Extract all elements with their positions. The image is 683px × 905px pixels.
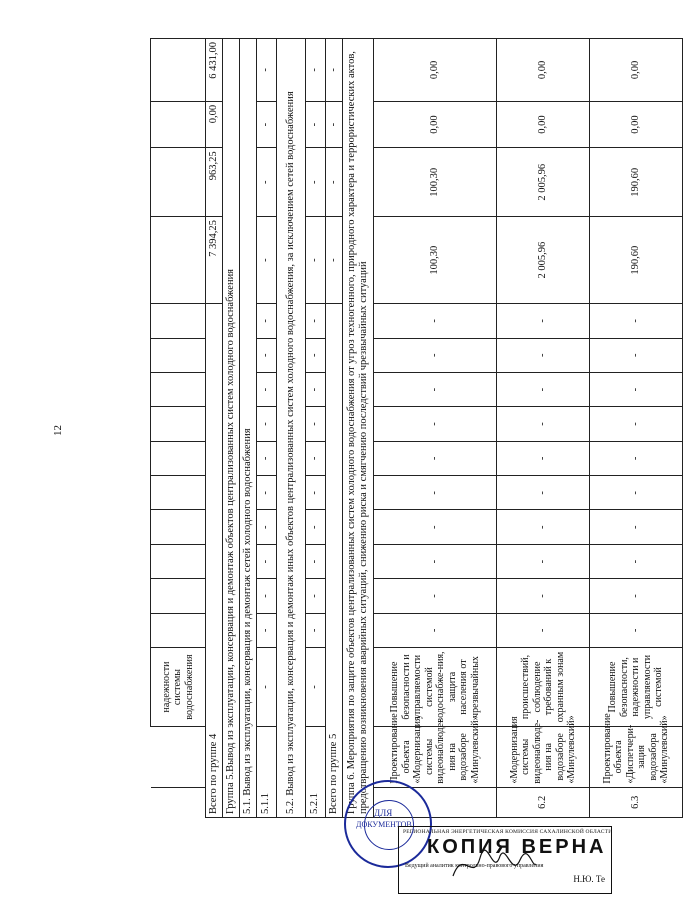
seal-text-top: ДЛЯ [374, 808, 393, 818]
row-num: 6.2 [497, 787, 590, 817]
header-fragment-row [151, 39, 206, 818]
group6-title-row [343, 39, 374, 818]
rotated-table-container [150, 38, 670, 818]
sub51-row [240, 39, 257, 818]
total-group4-total: 7 394,25 [206, 217, 223, 304]
row-goal: происшествий, соблюдение требований к охранным зонам [497, 648, 590, 727]
row-521-num: 5.2.1 [306, 726, 326, 817]
row-year1: 2 005,96 [497, 148, 590, 217]
total-group4-y2: 0,00 [206, 101, 223, 148]
row-year3: 0,00 [590, 39, 683, 102]
sub52-row [277, 39, 306, 818]
table-row: 6.3 Проектирование объекта «Диспетчери-зация водозабора «Минулевский» Повышение безопасности, надежности и управляемости системой - - - - - - - - - - 190,60 190,60 0,00 0,00 [590, 39, 683, 818]
total-group4-row [206, 39, 223, 818]
row-year2: 0,00 [590, 101, 683, 148]
total-group4-label: Всего по группе 4 [206, 304, 223, 818]
row-object: Проектирование объекта «Диспетчери-зация водозабора «Минулевский» [590, 726, 683, 787]
row-year2: 0,00 [374, 101, 497, 148]
row-521: 5.2.1 - - - - - - - - - - - - - - - [306, 39, 326, 818]
row-year1: 190,60 [590, 148, 683, 217]
stamp-title: КОПИЯ ВЕРНА [427, 836, 607, 858]
page-number: 12 [52, 425, 64, 436]
investment-table [150, 38, 683, 818]
row-511-num: 5.1.1 [257, 726, 277, 817]
row-num: 6.3 [590, 787, 683, 817]
sub52-title: 5.2. Вывод из эксплуатации, консервация и демонтаж иных объектов централизованных систем холодного водоснабжения, за исключением сетей водоснабжения [277, 39, 306, 818]
table-row: 6.2 «Модернизация системы видеонаблюде-ния на водозаборе «Минулевский» происшествий, соблюдение требований к охранным зонам - - - - - - - - - - 2 005,96 2 005,96 0,00 0,00 [497, 39, 590, 818]
stamp-signer-name: Н.Ю. Те [573, 874, 605, 884]
total-group4-y1: 963,25 [206, 148, 223, 217]
seal-text-mid: ДОКУМЕНТОВ [356, 820, 412, 829]
row-goal: Повышение безопасности и управляемости системой водоснабже-ния, защита населения от чрезвычайных [374, 648, 497, 727]
total-group5-row: Всего по группе 5 - - - - [326, 39, 343, 818]
row-goal: Повышение безопасности, надежности и управляемости системой [590, 648, 683, 727]
row-total: 190,60 [590, 217, 683, 304]
row-total: 2 005,96 [497, 217, 590, 304]
table-row: Проектирование объекта «Модернизация системы видеонаблюде-ния на водозаборе «Минулевский» Повышение безопасности и управляемости системой водоснабже-ния, защита населения от чрезвычайных - - - - - - - - - - 100,30 100,30 0,00 0,00 [374, 39, 497, 818]
row-year3: 0,00 [374, 39, 497, 102]
total-group4-y3: 6 431,00 [206, 39, 223, 102]
stamp-position: Ведущий аналитик контрольно-правового управления [405, 863, 544, 869]
row-511: 5.1.1 - - - - - - - - - - - - - - - [257, 39, 277, 818]
header-reliability-cell: надежности системы водоснабжения [151, 648, 206, 727]
group6-title: Группа 6. Мероприятия по защите объектов централизованных систем холодного водоснабжения от угроз техногенного, природного характера и террористических актов, предотвращению возникновения аварийных ситуаций, снижению риска и смягчению последствий чрезвычайных ситуаций [343, 39, 374, 818]
group5-title: Группа 5.Вывод из эксплуатации, консервация и демонтаж объектов централизованных систем холодного водоснабжения [223, 39, 240, 818]
sub51-title: 5.1. Вывод из эксплуатации, консервация и демонтаж сетей холодного водоснабжения [240, 39, 257, 818]
signature-mark [448, 838, 538, 888]
row-object: «Модернизация системы видеонаблюде-ния на водозаборе «Минулевский» [497, 726, 590, 787]
stamp-organization: РЕГИОНАЛЬНАЯ ЭНЕРГЕТИЧЕСКАЯ КОМИССИЯ САХАЛИНСКОЙ ОБЛАСТИ [403, 829, 613, 835]
total-group5-label: Всего по группе 5 [326, 304, 343, 818]
group5-title-row [223, 39, 240, 818]
row-year3: 0,00 [497, 39, 590, 102]
row-year2: 0,00 [497, 101, 590, 148]
row-year1: 100,30 [374, 148, 497, 217]
row-object: Проектирование объекта «Модернизация системы видеонаблюде-ния на водозаборе «Минулевский» [374, 726, 497, 787]
row-total: 100,30 [374, 217, 497, 304]
